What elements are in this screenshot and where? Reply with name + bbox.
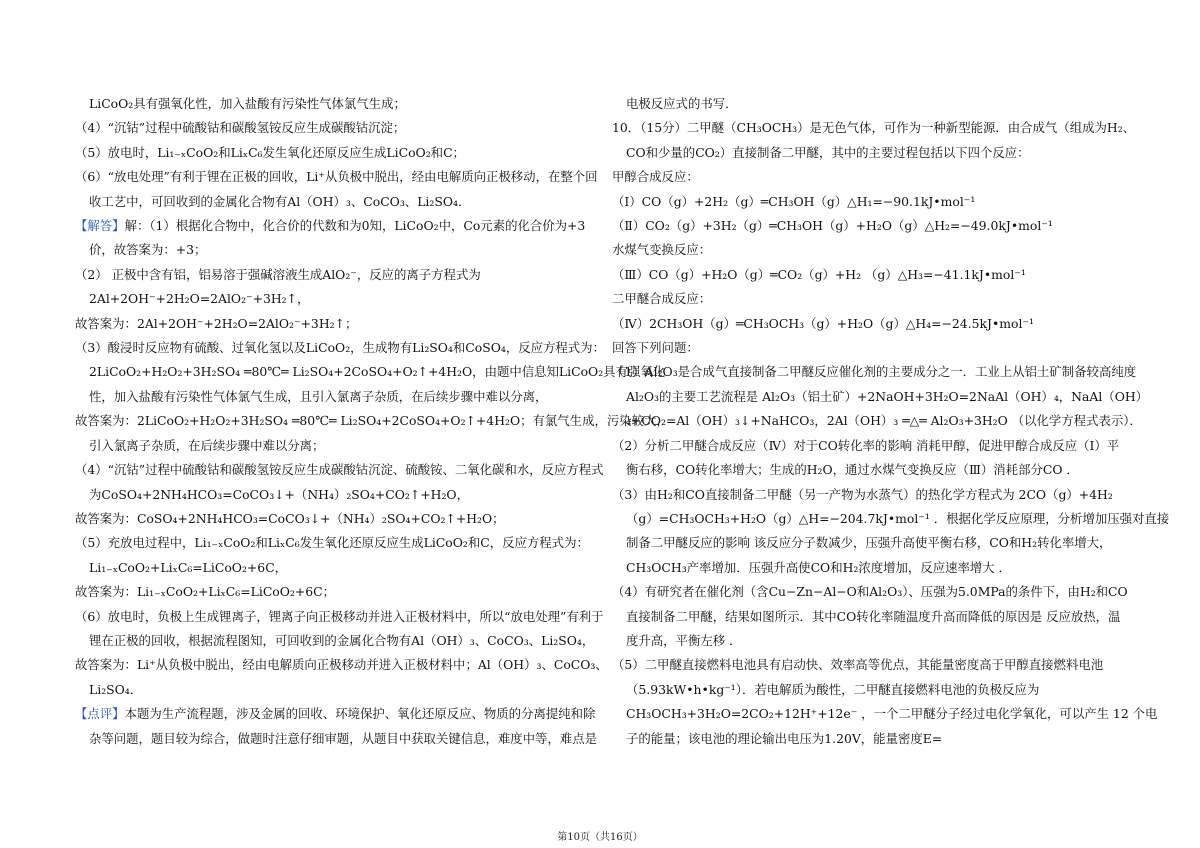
line-text: Al₂O₃的主要工艺流程是 Al₂O₃（铝土矿）+2NaOH+3H₂O=2NaAl（OH）₄，NaAl（OH） xyxy=(626,388,1149,404)
text-line xyxy=(612,141,1132,165)
text-line xyxy=(75,360,666,384)
text-line xyxy=(75,287,595,311)
line-text: （5）二甲醚直接燃料电池具有启动快、效率高等优点，其能量密度高于甲醇直接燃料电池 xyxy=(612,657,1104,673)
line-text: 解：（1）根据化合物中，化合价的代数和为0知，LiCoO₂中，Co元素的化合价为+3 xyxy=(124,218,586,234)
line-text: 收工艺中，可回收到的金属化合物有Al（OH）₃、CoCO₃、Li₂SO₄． xyxy=(89,193,471,209)
text-line xyxy=(612,507,1170,531)
line-text: （4）有研究者在催化剂（含Cu−Zn−Al−O和Al₂O₃）、压强为5.0MPa的条件下，由H₂和CO xyxy=(612,584,1128,600)
line-text: 性，加入盐酸有污染性气体氯气生成，且引入氯离子杂质，在后续步骤中难以分离， xyxy=(89,388,548,404)
line-text: Li₁₋ₓCoO₂+LiₓC₆=LiCoO₂+6C， xyxy=(89,559,288,575)
text-line xyxy=(612,629,1132,653)
text-line xyxy=(75,458,604,482)
line-text: 子的能量；该电池的理论输出电压为1.20V，能量密度E= xyxy=(626,730,943,746)
line-text: CH₃OCH₃产率增加．压强升高使CO和H₂浓度增加，反应速率增大 ． xyxy=(626,559,1011,575)
line-text: （2） 正极中含有铝，铝易溶于强碱溶液生成AlO₂⁻，反应的离子方程式为 xyxy=(75,266,481,282)
line-text: 水煤气变换反应： xyxy=(612,242,712,258)
line-text: 引入氯离子杂质，在后续步骤中难以分离； xyxy=(89,437,325,453)
text-line xyxy=(612,336,1132,360)
line-text: 价，故答案为：+3； xyxy=(89,242,207,258)
text-line xyxy=(612,190,1132,214)
text-line xyxy=(612,287,1132,311)
text-line xyxy=(612,580,1132,604)
text-line xyxy=(75,165,598,189)
text-line xyxy=(612,727,1132,751)
line-text: （2）分析二甲醚合成反应（Ⅳ）对于CO转化率的影响 消耗甲醇，促进甲醇合成反应（Ⅰ）平 xyxy=(612,437,1120,453)
line-text: 电极反应式的书写． xyxy=(626,96,738,111)
line-text: 锂在正极的回收，根据流程图知，可回收到的金属化合物有Al（OH）₃、CoCO₃、Li₂SO₄， xyxy=(89,632,595,648)
text-line xyxy=(75,336,605,360)
text-line xyxy=(612,531,1132,555)
section-tag: 【解答】 xyxy=(75,218,125,234)
line-text: （6）“放电处理”有利于锂在正极的回收，Li⁺从负极中脱出，经由电解质向正极移动，在整个回 xyxy=(75,169,598,185)
text-line xyxy=(75,678,595,702)
text-line xyxy=(75,434,595,458)
line-text: 故答案为：Li₁₋ₓCoO₂+LiₓC₆=LiCoO₂+6C； xyxy=(75,584,336,600)
text-line xyxy=(75,92,595,116)
text-line xyxy=(75,653,608,677)
text-line xyxy=(612,385,1149,409)
text-line xyxy=(612,214,1132,238)
line-text: LiCoO₂具有强氧化性，加入盐酸有污染性气体氯气生成； xyxy=(89,96,406,111)
line-text: （Ⅰ）CO（g）+2H₂（g）═CH₃OH（g）△H₁=−90.1kJ•mol⁻¹ xyxy=(612,193,976,209)
line-text: （3）酸浸时反应物有硫酸、过氧化氢以及LiCoO₂，生成物有Li₂SO₄和CoSO₄，反应方程式为： xyxy=(75,340,605,356)
right-column xyxy=(612,92,1170,751)
text-line xyxy=(612,409,1142,433)
line-text: 故答案为：2Al+2OH⁻+2H₂O=2AlO₂⁻+3H₂↑； xyxy=(75,315,358,331)
line-text: 故答案为：2LiCoO₂+H₂O₂+3H₂SO₄ ═80℃═ Li₂SO₄+2CoSO₄+O₂↑+4H₂O；有氯气生成，污染较大， xyxy=(75,413,669,429)
text-line xyxy=(75,190,595,214)
line-text: 10．（15分）二甲醚（CH₃OCH₃）是无色气体，可作为一种新型能源．由合成气（组成为H₂、 xyxy=(612,120,1136,136)
line-text: 二甲醚合成反应： xyxy=(612,291,712,307)
line-text: （4）“沉钴”过程中硫酸钴和碳酸氢铵反应生成碳酸钴沉淀； xyxy=(75,120,406,136)
line-text: （6）放电时，负极上生成锂离子，锂离子向正极移动并进入正极材料中，所以“放电处理”有利于 xyxy=(75,608,604,624)
line-text: 本题为生产流程题，涉及金属的回收、环境保护、氧化还原反应、物质的分离提纯和除 xyxy=(124,706,596,722)
text-line xyxy=(612,92,1132,116)
text-line xyxy=(612,556,1132,580)
line-text: （4）“沉钴”过程中硫酸钴和碳酸氢铵反应生成碳酸钴沉淀、硫酸铵、二氧化碳和水，反应方程式 xyxy=(75,462,604,478)
text-line xyxy=(612,116,1136,140)
text-line xyxy=(75,385,595,409)
line-text: 2Al+2OH⁻+2H₂O=2AlO₂⁻+3H₂↑， xyxy=(89,291,310,307)
line-text: Li₂SO₄． xyxy=(89,681,143,697)
line-text: 制备二甲醚反应的影响 该反应分子数减少，压强升高使平衡右移，CO和H₂转化率增大， xyxy=(626,535,1112,551)
line-text: （Ⅳ）2CH₃OH（g）═CH₃OCH₃（g）+H₂O（g）△H₄=−24.5kJ•mol⁻¹ xyxy=(612,315,1034,331)
section-tag: 【点评】 xyxy=(75,706,125,722)
text-line xyxy=(75,605,604,629)
line-text: CH₃OCH₃+3H₂O=2CO₂+12H⁺+12e⁻ ，一个二甲醚分子经过电化学氧化，可以产生 12 个电 xyxy=(626,706,1158,722)
text-line xyxy=(75,531,595,555)
text-line xyxy=(75,263,595,287)
line-text: 故答案为：CoSO₄+2NH₄HCO₃=CoCO₃↓+（NH₄）₂SO₄+CO₂↑+H₂O； xyxy=(75,510,505,526)
line-text: （5）放电时，Li₁₋ₓCoO₂和LiₓC₆发生氧化还原反应生成LiCoO₂和C； xyxy=(75,144,465,160)
text-line xyxy=(75,116,595,140)
text-line xyxy=(75,702,595,726)
text-line xyxy=(75,727,598,751)
line-text: （3）由H₂和CO直接制备二甲醚（另一产物为水蒸气）的热化学方程式为 2CO（g）+4H₂ xyxy=(612,486,1113,502)
line-text: 故答案为：Li⁺从负极中脱出，经由电解质向正极移动并进入正极材料中；Al（OH）₃、CoCO₃、 xyxy=(75,657,608,673)
line-text: 回答下列问题： xyxy=(612,340,699,356)
text-line xyxy=(612,605,1132,629)
line-text: （5.93kW•h•kg⁻¹）．若电解质为酸性，二甲醚直接燃料电池的负极反应为 xyxy=(626,681,1040,697)
line-text: （5）充放电过程中，Li₁₋ₓCoO₂和LiₓC₆发生氧化还原反应生成LiCoO₂和C，反应方程式为： xyxy=(75,535,589,551)
line-text: 衡右移，CO转化率增大；生成的H₂O，通过水煤气变换反应（Ⅲ）消耗部分CO ． xyxy=(626,462,1079,478)
text-line xyxy=(75,409,669,433)
text-line xyxy=(612,483,1132,507)
text-line xyxy=(612,238,1132,262)
text-line xyxy=(612,165,1132,189)
text-line xyxy=(612,458,1132,482)
text-line xyxy=(612,360,1137,384)
line-text: 杂等问题，题目较为综合，做题时注意仔细审题，从题目中获取关键信息，难度中等，难点是 xyxy=(89,730,598,746)
text-line xyxy=(75,580,595,604)
line-text: 2LiCoO₂+H₂O₂+3H₂SO₄ ═80℃═ Li₂SO₄+2CoSO₄+O₂↑+4H₂O，由题中信息知LiCoO₂具有强氧化 xyxy=(89,364,666,380)
line-text: 直接制备二甲醚，结果如图所示．其中CO转化率随温度升高而降低的原因是 反应放热，温 xyxy=(626,608,1121,624)
text-line xyxy=(75,556,595,580)
line-text: （Ⅲ）CO（g）+H₂O（g）═CO₂（g）+H₂ （g）△H₃=−41.1kJ•mol⁻¹ xyxy=(612,266,1026,282)
line-text: 为CoSO₄+2NH₄HCO₃=CoCO₃↓+（NH₄）₂SO₄+CO₂↑+H₂O， xyxy=(89,486,469,502)
line-text: CO和少量的CO₂）直接制备二甲醚，其中的主要过程包括以下四个反应： xyxy=(626,144,1030,160)
text-line xyxy=(612,312,1132,336)
text-line xyxy=(75,214,595,238)
text-line xyxy=(612,263,1132,287)
text-line xyxy=(75,507,595,531)
text-line xyxy=(612,434,1132,458)
line-text: （g）=CH₃OCH₃+H₂O（g）△H=−204.7kJ•mol⁻¹ ．根据化学反应原理，分析增加压强对直接 xyxy=(626,510,1170,526)
text-line xyxy=(75,483,595,507)
text-line xyxy=(75,141,595,165)
text-line xyxy=(612,702,1158,726)
text-line xyxy=(612,653,1132,677)
line-text: （1）Al₂O₃是合成气直接制备二甲醚反应催化剂的主要成分之一．工业上从铝土矿制备较高纯度 xyxy=(612,364,1137,380)
line-text: 甲醇合成反应： xyxy=(612,169,699,185)
text-line xyxy=(612,678,1132,702)
text-line xyxy=(75,238,595,262)
line-text: （Ⅱ）CO₂（g）+3H₂（g）═CH₃OH（g）+H₂O（g）△H₂=−49.0kJ•mol⁻¹ xyxy=(612,218,1053,234)
line-text: 度升高，平衡左移 ． xyxy=(626,632,742,648)
text-line xyxy=(75,312,595,336)
line-text: ₄+CO₂=Al（OH）₃↓+NaHCO₃，2Al（OH）₃ ═△═ Al₂O₃+3H₂O （以化学方程式表示）． xyxy=(626,413,1142,429)
page-footer: 第10页（共16页） xyxy=(557,832,643,843)
text-line xyxy=(75,629,595,653)
